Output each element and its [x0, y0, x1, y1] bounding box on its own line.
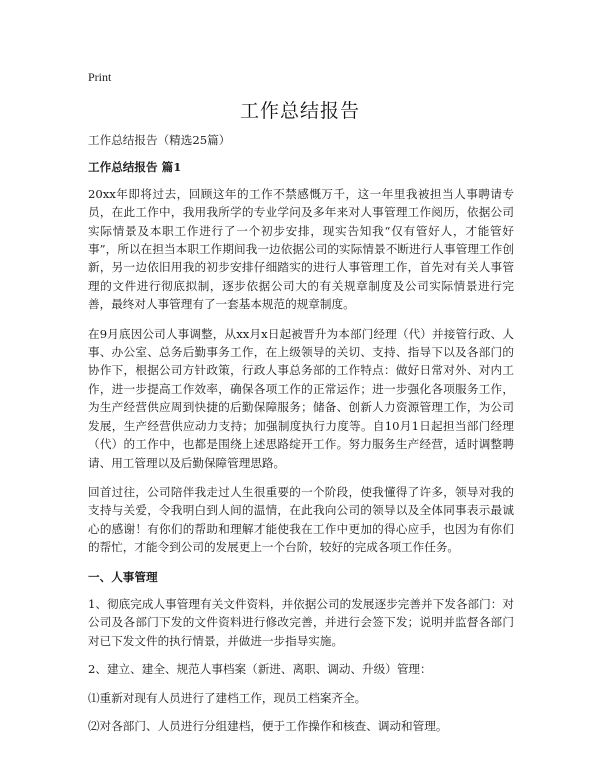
- document-body: [88, 131, 514, 745]
- paragraph-1: 20xx年即将过去，回顾这年的工作不禁感慨万千，这一年里我被担当人事聘请专员，在此工作中，我用我所学的专业学问及多年来对人事管理工作阅历，依据公司实际情景及本职工作进行了一个初步安排，现实告知我“仅有管好人，才能管好事”，所以在担当本职工作期间我一边依据公司的实际情景不断进行人事管理工作创新，另一边依旧用我的初步安排仔细踏实的进行人事管理工作，首先对有关人事管理的文件进行彻底拟制，逐步依据公司大的有关规章制度及公司实际情景进行完善，最终对人事管理有了一套基本规范的规章制度。: [88, 186, 514, 312]
- list-item-4: ⑵对各部门、人员进行分组建档，便于工作操作和核查、调动和管理。: [88, 718, 448, 733]
- list-item-3: ⑴重新对现有人员进行了建档工作，现员工档案齐全。: [88, 690, 367, 705]
- document-title: 工作总结报告: [239, 100, 360, 122]
- list-item-2: 2、建立、建全、规范人事档案（新进、离职、调动、升级）管理：: [88, 662, 432, 677]
- list-item-1: 1、彻底完成人事管理有关文件资料，并依据公司的发展逐步完善并下发各部门：对公司及各部门下发的文件资料进行修改完善，并进行会签下发；说明并监督各部门对已下发文件的执行情景，并做进一步指导实施。: [88, 596, 514, 648]
- section-title: 工作总结报告 篇1: [88, 160, 182, 175]
- heading-personnel-management: 一、人事管理: [88, 569, 158, 584]
- document-subtitle: 工作总结报告（精选25篇）: [88, 133, 231, 147]
- paragraph-2: 在9月底因公司人事调整，从xx月x日起被晋升为本部门经理（代）并接管行政、人事、办公室、总务后勤事务工作，在上级领导的关切、支持、指导下以及各部门的协作下，根据公司方针政策，行政人事总务部的工作特点：做好日常对外、对内工作，进一步提高工作效率，确保各项工作的正常运作；进一步强化各项服务工作，为生产经营供应周到快捷的后勤保障服务；储备、创新人力资源管理工作，为公司发展，生产经营供应动力支持；加强制度执行力度等。自10月1日起担当部门经理（代）的工作中，也都是围绕上述思路绽开工作。努力服务生产经营，适时调整聘请、用工管理以及后勤保障管理思路。: [88, 326, 514, 470]
- paragraph-3: 回首过往，公司陪伴我走过人生很重要的一个阶段，使我懂得了许多，领导对我的支持与关爱，令我明白到人间的温情，在此我向公司的领导以及全体同事表示最诚心的感谢！有你们的帮助和理解才能使我在工作中更加的得心应手，也因为有你们的帮忙，才能令到公司的发展更上一个台阶，较好的完成各项工作任务。: [88, 484, 514, 555]
- print-label: Print: [88, 70, 112, 84]
